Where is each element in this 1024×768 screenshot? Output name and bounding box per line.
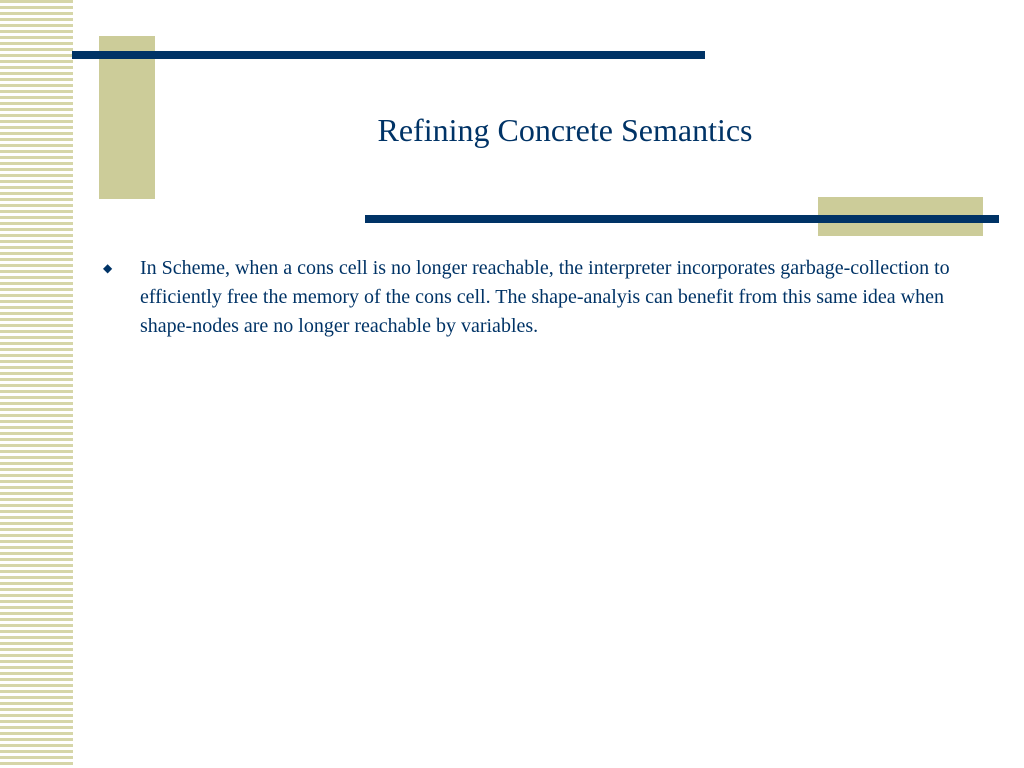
slide-content <box>103 254 963 341</box>
top-rule <box>72 51 705 59</box>
diamond-bullet-icon: ◆ <box>103 261 113 275</box>
top-left-accent-block <box>99 36 155 199</box>
left-stripe-decoration <box>0 0 73 768</box>
bottom-rule <box>365 215 999 223</box>
slide-title: Refining Concrete Semantics <box>377 112 753 148</box>
bullet-item <box>103 254 963 341</box>
bullet-text: In Scheme, when a cons cell is no longer reachable, the interpreter incorporates garbage-collection to efficiently free the memory of the cons cell. The shape-analyis can benefit from this same idea when shape-nodes are no longer reachable by variables. <box>140 257 950 337</box>
